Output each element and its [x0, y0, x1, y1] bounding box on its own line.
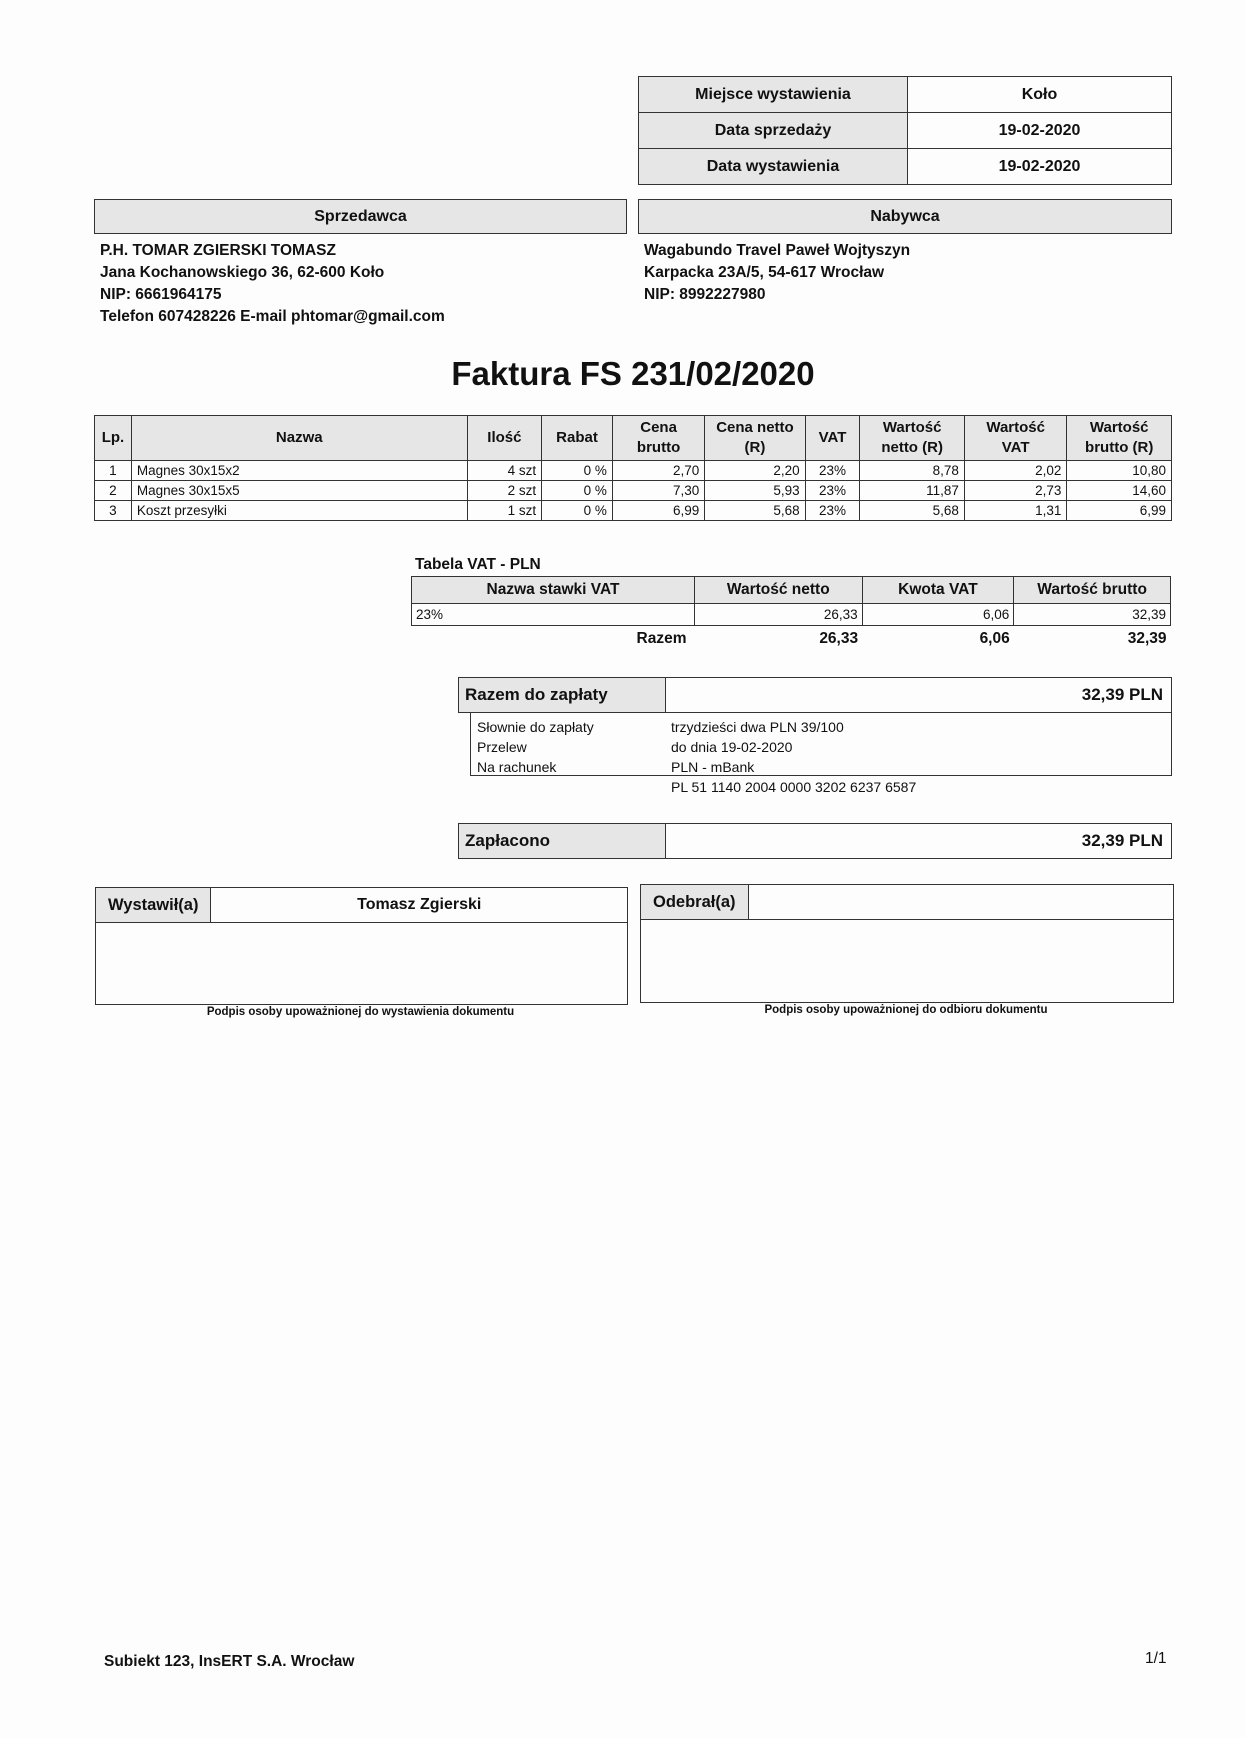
row-gross-price: 2,70 — [612, 461, 704, 481]
vat-total-row — [412, 626, 1171, 653]
table-row — [95, 501, 1172, 521]
row-net-value: 8,78 — [860, 461, 965, 481]
place-value: Koło — [908, 77, 1172, 113]
account-label: Na rachunek — [477, 759, 557, 775]
payment-details — [470, 713, 1172, 795]
sale-date-label: Data sprzedaży — [639, 113, 908, 149]
invoice-title: Faktura FS 231/02/2020 — [451, 355, 815, 392]
row-qty: 1 szt — [467, 501, 542, 521]
payment-values — [671, 717, 916, 797]
row-vat: 23% — [805, 501, 860, 521]
row-name: Koszt przesyłki — [131, 501, 467, 521]
col-net-value-l1: Wartość — [882, 419, 942, 436]
row-vat: 23% — [805, 461, 860, 481]
vat-total-label: Razem — [636, 630, 687, 647]
col-discount: Rabat — [542, 416, 613, 461]
row-lp: 1 — [95, 461, 132, 481]
row-gross-price: 7,30 — [612, 481, 704, 501]
buyer-heading: Nabywca — [638, 199, 1172, 234]
buyer-details — [638, 240, 1172, 306]
method-label: Przelew — [477, 739, 527, 755]
row-discount: 0 % — [542, 461, 613, 481]
received-by-box — [640, 884, 1174, 1003]
col-gross-value-l1: Wartość — [1089, 419, 1149, 436]
seller-section — [94, 199, 627, 328]
payment-labels — [477, 717, 594, 777]
row-discount: 0 % — [542, 481, 613, 501]
seller-details — [94, 240, 627, 328]
paid-section — [458, 823, 1172, 859]
row-gross-price: 6,99 — [612, 501, 704, 521]
issued-by-label: Wystawił(a) — [96, 888, 211, 922]
place-label: Miejsce wystawienia — [639, 77, 908, 113]
row-lp: 3 — [95, 501, 132, 521]
row-net-value: 11,87 — [860, 481, 965, 501]
col-vat-value — [964, 416, 1067, 461]
paid-bar — [458, 823, 1172, 859]
amount-due-bar — [458, 677, 1172, 713]
items-table — [94, 415, 1172, 521]
meta-row-place — [639, 77, 1172, 113]
row-lp: 2 — [95, 481, 132, 501]
col-gross-value — [1067, 416, 1172, 461]
col-vat: VAT — [805, 416, 860, 461]
vat-row-gross: 32,39 — [1014, 604, 1171, 626]
vat-total-net: 26,33 — [819, 630, 859, 647]
col-net-price-l2: (R) — [744, 439, 766, 456]
words-value: trzydzieści dwa PLN 39/100 — [671, 719, 844, 735]
buyer-nip: NIP: 8992227980 — [644, 286, 766, 303]
received-by-header — [641, 885, 1173, 920]
row-vat-value: 2,73 — [964, 481, 1067, 501]
row-gross-value: 6,99 — [1067, 501, 1172, 521]
row-net-price: 5,68 — [705, 501, 805, 521]
issued-by-caption: Podpis osoby upoważnionej do wystawienia dokumentu — [206, 1006, 515, 1018]
issued-by-name: Tomasz Zgierski — [357, 896, 482, 913]
row-vat: 23% — [805, 481, 860, 501]
row-qty: 2 szt — [467, 481, 542, 501]
vat-col-rate: Nazwa stawki VAT — [412, 577, 695, 604]
account-bank: PLN - mBank — [671, 759, 755, 775]
col-gross-price — [612, 416, 704, 461]
col-qty: Ilość — [467, 416, 542, 461]
vat-total-vat: 6,06 — [979, 630, 1010, 647]
buyer-section — [638, 199, 1172, 306]
row-name: Magnes 30x15x5 — [131, 481, 467, 501]
row-discount: 0 % — [542, 501, 613, 521]
buyer-name: Wagabundo Travel Paweł Wojtyszyn — [644, 242, 911, 259]
seller-address: Jana Kochanowskiego 36, 62-600 Koło — [100, 264, 385, 281]
paid-label: Zapłacono — [459, 824, 666, 858]
received-by-caption: Podpis osoby upoważnionej do odbioru dokumentu — [764, 1004, 1048, 1016]
col-vat-value-l2: VAT — [1001, 439, 1030, 456]
row-vat-value: 2,02 — [964, 461, 1067, 481]
col-gross-price-l2: brutto — [636, 439, 681, 456]
payment-section — [458, 677, 1172, 795]
paid-value: 32,39 PLN — [1081, 831, 1163, 850]
buyer-address: Karpacka 23A/5, 54-617 Wrocław — [644, 264, 885, 281]
page-number: 1/1 — [1145, 1650, 1167, 1667]
vat-row-net: 26,33 — [695, 604, 863, 626]
items-header-row — [95, 416, 1172, 461]
vat-row-vat: 6,06 — [862, 604, 1014, 626]
vat-col-vat: Kwota VAT — [862, 577, 1014, 604]
received-by-name — [749, 885, 1173, 919]
vat-table-caption: Tabela VAT - PLN — [415, 556, 541, 573]
table-row — [412, 604, 1171, 626]
row-vat-value: 1,31 — [964, 501, 1067, 521]
col-gross-price-l1: Cena — [640, 419, 677, 436]
issue-date-label: Data wystawienia — [639, 149, 908, 185]
vat-col-net: Wartość netto — [695, 577, 863, 604]
col-net-value-l2: netto (R) — [881, 439, 943, 456]
footer-software: Subiekt 123, InsERT S.A. Wrocław — [104, 1653, 355, 1670]
amount-due-label: Razem do zapłaty — [459, 678, 666, 712]
row-net-price: 5,93 — [705, 481, 805, 501]
seller-name: P.H. TOMAR ZGIERSKI TOMASZ — [100, 242, 336, 259]
issued-by-header — [96, 888, 627, 923]
row-gross-value: 10,80 — [1067, 461, 1172, 481]
vat-total-gross: 32,39 — [1127, 630, 1167, 647]
col-gross-value-l2: brutto (R) — [1085, 439, 1154, 456]
sale-date-value: 19-02-2020 — [908, 113, 1172, 149]
vat-header-row — [412, 577, 1171, 604]
method-value: do dnia 19-02-2020 — [671, 739, 793, 755]
issued-by-box — [95, 887, 628, 1005]
seller-contact: Telefon 607428226 E-mail phtomar@gmail.com — [100, 308, 445, 325]
seller-nip: NIP: 6661964175 — [100, 286, 222, 303]
vat-table — [411, 576, 1171, 652]
words-label: Słownie do zapłaty — [477, 719, 594, 735]
row-net-price: 2,20 — [705, 461, 805, 481]
meta-row-sale-date — [639, 113, 1172, 149]
col-name: Nazwa — [131, 416, 467, 461]
col-vat-value-l1: Wartość — [986, 419, 1045, 436]
row-qty: 4 szt — [467, 461, 542, 481]
col-net-value — [860, 416, 965, 461]
amount-due-value: 32,39 PLN — [1081, 685, 1163, 704]
row-name: Magnes 30x15x2 — [131, 461, 467, 481]
table-row — [95, 481, 1172, 501]
invoice-meta-table — [638, 76, 1172, 185]
received-by-label: Odebrał(a) — [641, 885, 749, 919]
col-net-price — [705, 416, 805, 461]
vat-col-gross: Wartość brutto — [1014, 577, 1171, 604]
row-gross-value: 14,60 — [1067, 481, 1172, 501]
account-number: PL 51 1140 2004 0000 3202 6237 6587 — [671, 779, 917, 795]
meta-row-issue-date — [639, 149, 1172, 185]
vat-row-rate: 23% — [412, 604, 695, 626]
row-net-value: 5,68 — [860, 501, 965, 521]
issue-date-value: 19-02-2020 — [908, 149, 1172, 185]
table-row — [95, 461, 1172, 481]
seller-heading: Sprzedawca — [94, 199, 627, 234]
col-lp: Lp. — [95, 416, 132, 461]
col-net-price-l1: Cena netto — [716, 419, 794, 436]
